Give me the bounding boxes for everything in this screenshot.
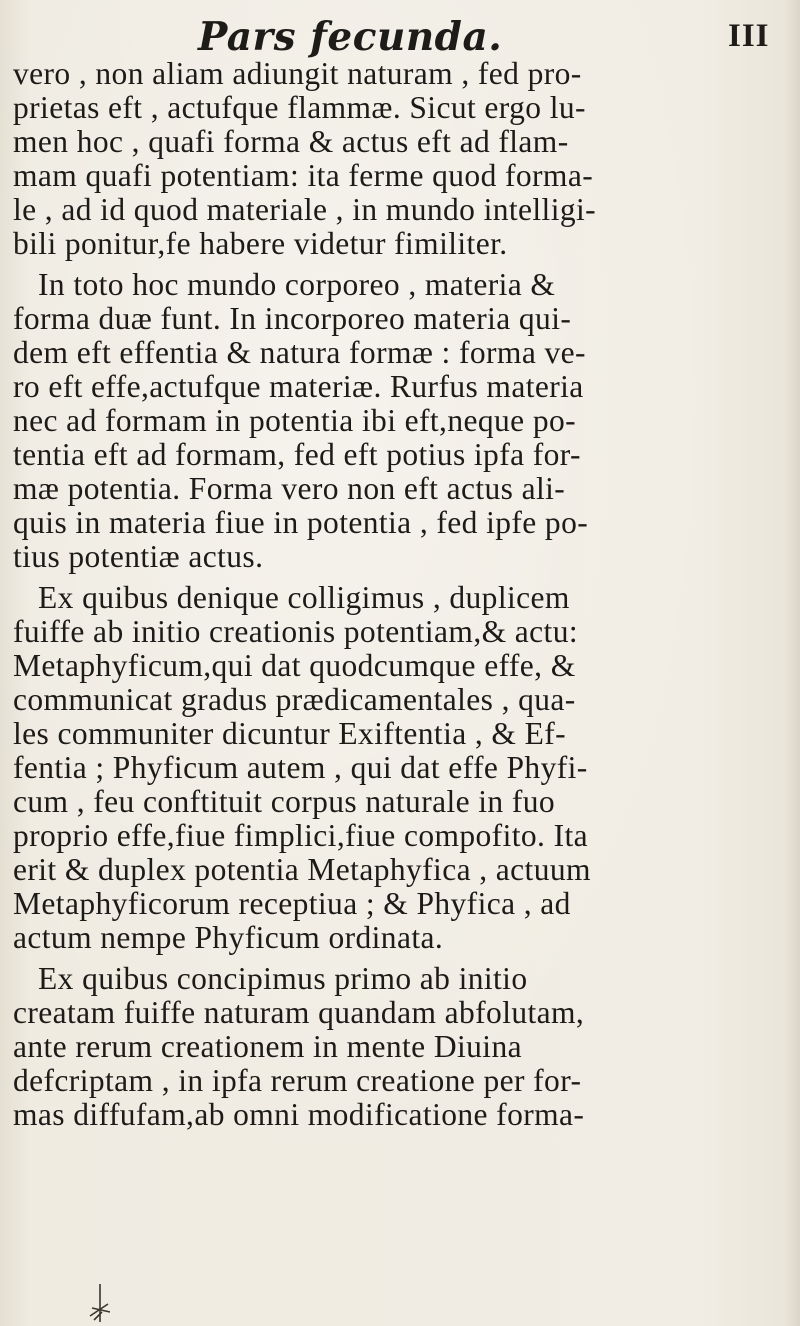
text-line: actum nempe Phyficum ordinata. (13, 920, 444, 955)
page-edge-shadow (784, 0, 800, 1326)
page-number: III (728, 18, 770, 54)
text-line: proprio effe,fiue fimplici,fiue compofito. Ita (13, 818, 589, 853)
text-line: fuiffe ab initio creationis potentiam,& actu: (13, 614, 579, 649)
text-line: le , ad id quod materiale , in mundo intelligi- (13, 192, 597, 227)
text-line: quis in materia fiue in potentia , fed ipfe po- (13, 505, 589, 540)
text-line: dem eft effentia & natura formæ : forma ve- (13, 335, 586, 370)
text-line: bili ponitur,fe habere videtur fimiliter. (13, 226, 508, 261)
text-line: tius potentiæ actus. (13, 539, 264, 574)
text-line: tentia eft ad formam, fed eft potius ipfa for- (13, 437, 581, 472)
text-line: vero , non aliam adiungit naturam , fed pro- (13, 56, 582, 91)
text-line: Metaphyficorum receptiua ; & Phyfica , ad (13, 886, 571, 921)
text-line: defcriptam , in ipfa rerum creatione per for- (13, 1063, 582, 1098)
text-line: men hoc , quafi forma & actus eft ad flam- (13, 124, 569, 159)
printer-mark-icon (80, 1282, 120, 1326)
text-line: erit & duplex potentia Metaphyfica , actuum (13, 852, 591, 887)
text-line: In toto hoc mundo corporeo , materia & (38, 267, 556, 302)
text-line: forma duæ funt. In incorporeo materia qui- (13, 301, 572, 336)
text-line: ante rerum creationem in mente Diuina (13, 1029, 522, 1064)
text-line: cum , feu conftituit corpus naturale in fuo (13, 784, 556, 819)
text-line: ro eft effe,actufque materiæ. Rurfus materia (13, 369, 584, 404)
text-line: Metaphyficum,qui dat quodcumque effe, & (13, 648, 576, 683)
text-line: Ex quibus denique colligimus , duplicem (38, 580, 570, 615)
text-line: creatam fuiffe naturam quandam abfolutam, (13, 995, 585, 1030)
text-line: mæ potentia. Forma vero non eft actus ali- (13, 471, 566, 506)
text-line: fentia ; Phyficum autem , qui dat effe Phyfi- (13, 750, 588, 785)
text-line: communicat gradus prædicamentales , qua- (13, 682, 576, 717)
text-line: les communiter dicuntur Exiftentia , & Ef- (13, 716, 567, 751)
text-line: nec ad formam in potentia ibi eft,neque po- (13, 403, 577, 438)
text-line: prietas eft , actufque flammæ. Sicut ergo lu- (13, 90, 586, 125)
running-head-title: Pars fecunda. (198, 14, 503, 60)
text-line: Ex quibus concipimus primo ab initio (38, 961, 528, 996)
text-line: mas diffufam,ab omni modificatione forma- (13, 1097, 585, 1132)
text-line: mam quafi potentiam: ita ferme quod forma- (13, 158, 594, 193)
